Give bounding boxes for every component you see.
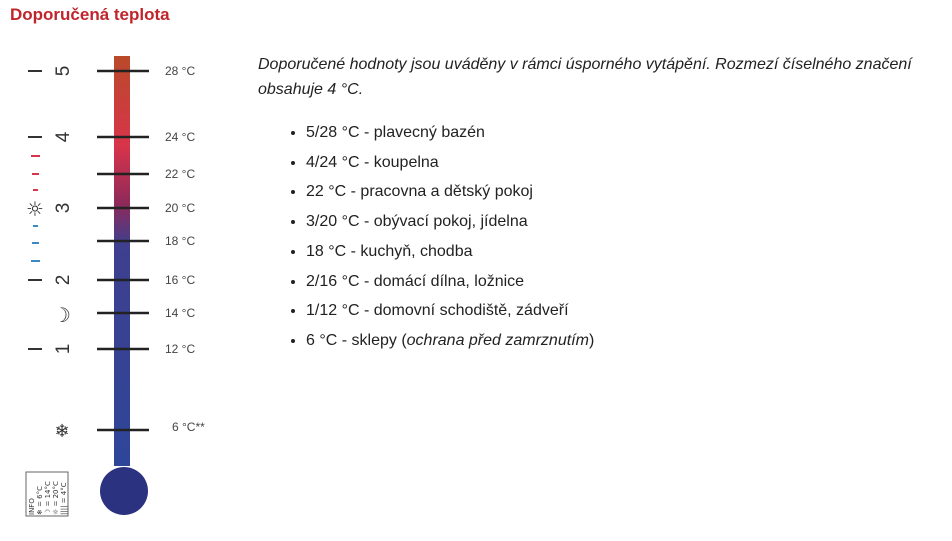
- list-item: • 6 °C - sklepy (ochrana před zamrznutím): [306, 326, 594, 356]
- thermometer-bulb: [100, 467, 148, 515]
- info-row-sun: ☼ = 20°C: [52, 481, 60, 515]
- list-item: • 18 °C - kuchyň, chodba: [306, 237, 594, 267]
- page-title: Doporučená teplota: [10, 5, 170, 24]
- temp-label-12: 12 °C: [165, 342, 196, 356]
- dial-number-1: 1: [53, 343, 74, 355]
- info-label: INFO: [28, 498, 36, 515]
- info-row-moon: ☽ = 14°C: [44, 481, 52, 515]
- list-item: • 4/24 °C - koupelna: [306, 148, 594, 178]
- info-box: [26, 472, 68, 516]
- moon-icon: ☽: [53, 303, 71, 327]
- temp-label-28: 28 °C: [165, 64, 196, 78]
- temp-label-24: 24 °C: [165, 130, 196, 144]
- info-row-step: |||| = 4°C: [60, 482, 68, 515]
- sun-icon: ☼: [26, 197, 44, 221]
- dial-number-2: 2: [53, 274, 74, 286]
- thermometer-diagram: [0, 40, 240, 525]
- dial-number-3: 3: [53, 202, 74, 214]
- temp-label-14: 14 °C: [165, 306, 196, 320]
- dial-number-4: 4: [53, 131, 74, 143]
- list-item: • 2/16 °C - domácí dílna, ložnice: [306, 267, 594, 297]
- dial-number-5: 5: [53, 65, 74, 77]
- list-item: • 22 °C - pracovna a dětský pokoj: [306, 177, 594, 207]
- temp-label-16: 16 °C: [165, 273, 196, 287]
- list-item: • 1/12 °C - domovní schodiště, zádveří: [306, 296, 594, 326]
- intro-text: Doporučené hodnoty jsou uváděny v rámci úsporného vytápění. Rozmezí číselného značení obsahuje 4 °C.: [258, 56, 912, 98]
- info-row-frost: ❄ = 6°C: [36, 485, 44, 515]
- temp-label-20: 20 °C: [165, 201, 196, 215]
- temp-label-22: 22 °C: [165, 167, 196, 181]
- list-item: • 5/28 °C - plavecný bazén: [306, 118, 594, 148]
- temp-label-6: 6 °C**: [172, 420, 205, 434]
- snowflake-icon: ❄: [54, 421, 70, 442]
- temp-label-18: 18 °C: [165, 234, 196, 248]
- frost-protection-note: ochrana před zamrznutím: [406, 331, 589, 349]
- list-item: • 3/20 °C - obývací pokoj, jídelna: [306, 207, 594, 237]
- thermometer-tube: [114, 56, 130, 466]
- recommendation-list: [258, 118, 594, 356]
